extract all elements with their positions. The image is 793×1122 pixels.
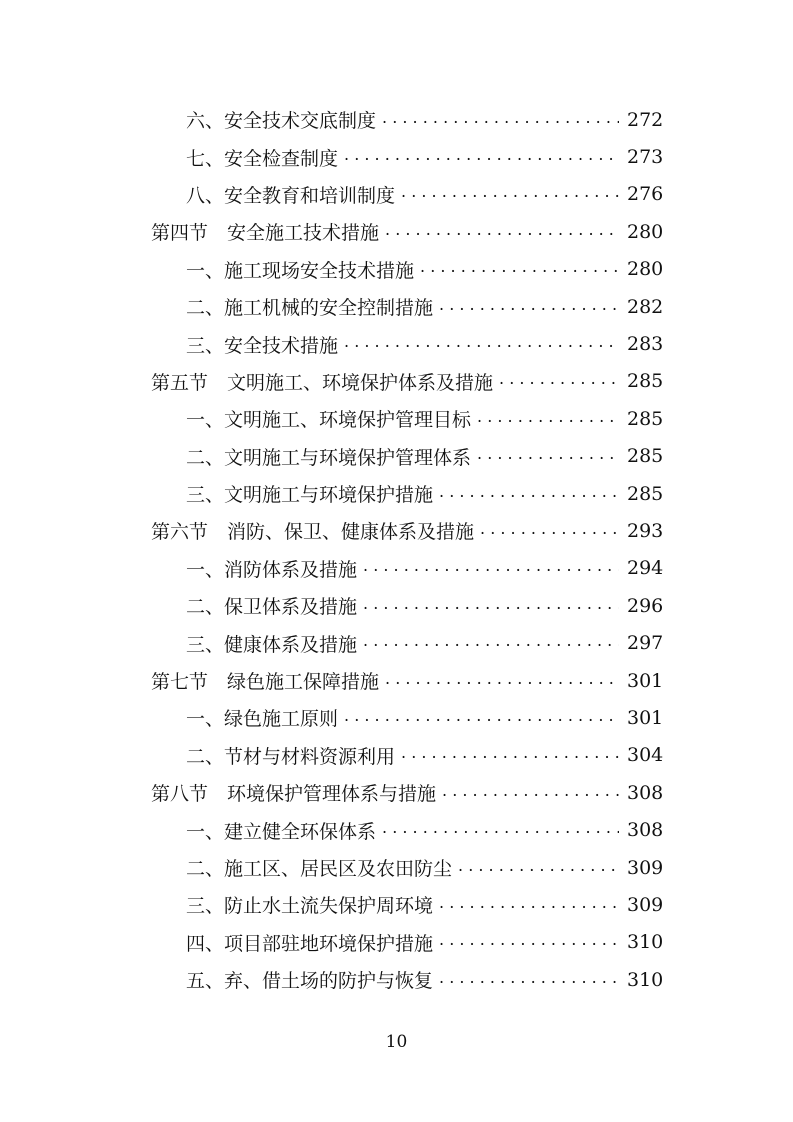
toc-item-entry[interactable] <box>0 550 793 587</box>
toc-entry-number: 一、 <box>186 558 225 581</box>
toc-item-entry[interactable] <box>0 961 793 998</box>
toc-entry-number: 三、 <box>186 895 225 918</box>
dot-leader <box>363 558 619 578</box>
toc-item-entry[interactable] <box>0 288 793 325</box>
toc-entry-title: 安全技术交底制度 <box>224 110 377 133</box>
toc-entry-number: 第七节 <box>151 671 209 694</box>
dot-leader <box>344 147 619 167</box>
toc-section-entry[interactable] <box>0 774 793 811</box>
toc-entry-number: 六、 <box>186 110 225 133</box>
toc-entry-page-number: 276 <box>627 183 664 206</box>
toc-entry-page-number: 308 <box>627 781 664 804</box>
toc-entry-page-number: 310 <box>627 931 664 954</box>
dot-leader <box>344 708 619 728</box>
dot-leader <box>499 371 619 391</box>
toc-entry-title: 施工区、居民区及农田防尘 <box>224 858 453 880</box>
toc-item-entry[interactable] <box>0 849 793 886</box>
toc-entry-page-number: 310 <box>627 968 664 991</box>
toc-entry-number: 一、 <box>186 259 225 282</box>
toc-item-entry[interactable] <box>0 138 793 175</box>
toc-item-entry[interactable] <box>0 886 793 923</box>
dot-leader <box>401 745 619 765</box>
toc-entry-title: 文明施工与环境保护措施 <box>224 484 434 507</box>
toc-entry-number: 二、 <box>186 745 225 768</box>
toc-entry-page-number: 297 <box>627 632 664 655</box>
dot-leader <box>439 484 619 504</box>
dot-leader <box>458 858 619 878</box>
toc-entry-title: 安全施工技术措施 <box>227 222 380 245</box>
toc-entry-title: 文明施工、环境保护管理目标 <box>224 409 472 432</box>
dot-leader <box>442 783 619 803</box>
toc-entry-title: 施工现场安全技术措施 <box>224 259 415 282</box>
toc-entry-number: 一、 <box>186 820 225 843</box>
dot-leader <box>477 409 619 429</box>
toc-item-entry[interactable] <box>0 699 793 736</box>
dot-leader <box>439 895 619 915</box>
toc-entry-number: 第四节 <box>151 222 209 245</box>
toc-entry-number: 第八节 <box>151 783 209 806</box>
toc-entry-page-number: 294 <box>627 557 664 580</box>
toc-entry-number: 七、 <box>186 147 225 170</box>
toc-entry-page-number: 273 <box>627 146 664 169</box>
toc-entry-title: 文明施工与环境保护管理体系 <box>224 446 472 469</box>
toc-entry-page-number: 283 <box>627 333 664 356</box>
toc-item-entry[interactable] <box>0 475 793 512</box>
toc-item-entry[interactable] <box>0 624 793 661</box>
toc-entry-page-number: 301 <box>627 706 664 729</box>
toc-entry-number: 一、 <box>186 708 225 731</box>
toc-item-entry[interactable] <box>0 587 793 624</box>
toc-entry-number: 一、 <box>186 409 225 432</box>
toc-item-entry[interactable] <box>0 438 793 475</box>
toc-entry-page-number: 304 <box>627 744 664 767</box>
toc-item-entry[interactable] <box>0 325 793 362</box>
toc-entry-title: 安全检查制度 <box>224 147 339 170</box>
dot-leader <box>401 184 619 204</box>
dot-leader <box>480 521 619 541</box>
toc-entry-page-number: 309 <box>627 893 664 916</box>
dot-leader <box>344 334 619 354</box>
dot-leader <box>477 446 619 466</box>
page-number-footer: 10 <box>385 1032 408 1052</box>
toc-entry-page-number: 280 <box>627 220 664 243</box>
dot-leader <box>420 259 619 279</box>
toc-entry-title: 防止水土流失保护周环境 <box>224 895 434 918</box>
toc-entry-number: 四、 <box>186 932 225 955</box>
toc-entry-title: 环境保护管理体系与措施 <box>227 783 437 806</box>
toc-entry-number: 三、 <box>186 334 225 357</box>
toc-entry-page-number: 280 <box>627 258 664 281</box>
dot-leader <box>439 970 619 990</box>
toc-section-entry[interactable] <box>0 512 793 549</box>
toc-entry-number: 二、 <box>186 297 225 320</box>
toc-entry-title: 建立健全环保体系 <box>224 820 377 843</box>
toc-entry-number: 二、 <box>186 596 225 619</box>
toc-entry-title: 安全技术措施 <box>224 334 339 357</box>
toc-entry-number: 二、 <box>186 446 225 469</box>
toc-entry-page-number: 285 <box>627 445 664 468</box>
dot-leader <box>439 932 619 952</box>
toc-entry-number: 五、 <box>186 970 225 993</box>
toc-entry-page-number: 272 <box>627 108 664 131</box>
dot-leader <box>439 297 619 317</box>
dot-leader <box>385 222 619 242</box>
toc-entry-title: 施工机械的安全控制措施 <box>224 297 434 320</box>
toc-item-entry[interactable] <box>0 400 793 437</box>
table-of-contents <box>0 101 793 998</box>
toc-entry-number: 八、 <box>186 184 225 207</box>
toc-entry-page-number: 308 <box>627 819 664 842</box>
toc-entry-number: 三、 <box>186 484 225 507</box>
toc-item-entry[interactable] <box>0 924 793 961</box>
dot-leader <box>363 633 619 653</box>
toc-entry-title: 项目部驻地环境保护措施 <box>224 932 434 955</box>
toc-entry-page-number: 282 <box>627 295 664 318</box>
toc-entry-page-number: 301 <box>627 669 664 692</box>
toc-entry-title: 消防、保卫、健康体系及措施 <box>227 521 475 544</box>
toc-entry-title: 健康体系及措施 <box>224 633 358 656</box>
toc-entry-title: 绿色施工保障措施 <box>227 671 380 694</box>
toc-entry-page-number: 293 <box>627 519 664 542</box>
toc-section-entry[interactable] <box>0 363 793 400</box>
toc-entry-number: 三、 <box>186 633 225 656</box>
dot-leader <box>363 596 619 616</box>
toc-entry-title: 节材与材料资源利用 <box>224 745 396 768</box>
toc-entry-page-number: 296 <box>627 594 664 617</box>
toc-entry-number: 第五节 <box>151 371 209 394</box>
toc-item-entry[interactable] <box>0 737 793 774</box>
dot-leader <box>382 110 619 130</box>
toc-section-entry[interactable] <box>0 662 793 699</box>
dot-leader <box>382 820 619 840</box>
toc-entry-title: 安全教育和培训制度 <box>224 184 396 207</box>
toc-entry-page-number: 285 <box>627 482 664 505</box>
dot-leader <box>385 671 619 691</box>
toc-entry-title: 弃、借土场的防护与恢复 <box>224 970 434 993</box>
toc-item-entry[interactable] <box>0 251 793 288</box>
toc-entry-page-number: 285 <box>627 407 664 430</box>
toc-entry-number: 第六节 <box>151 521 209 544</box>
toc-entry-title: 绿色施工原则 <box>224 708 339 731</box>
toc-item-entry[interactable] <box>0 101 793 138</box>
toc-entry-title: 文明施工、环境保护体系及措施 <box>227 371 494 394</box>
toc-item-entry[interactable] <box>0 811 793 848</box>
toc-entry-title: 消防体系及措施 <box>224 558 358 581</box>
toc-item-entry[interactable] <box>0 176 793 213</box>
toc-entry-page-number: 309 <box>627 856 664 879</box>
toc-section-entry[interactable] <box>0 213 793 250</box>
toc-entry-title: 保卫体系及措施 <box>224 596 358 619</box>
toc-entry-number: 二、 <box>186 858 225 880</box>
toc-entry-page-number: 285 <box>627 370 664 393</box>
